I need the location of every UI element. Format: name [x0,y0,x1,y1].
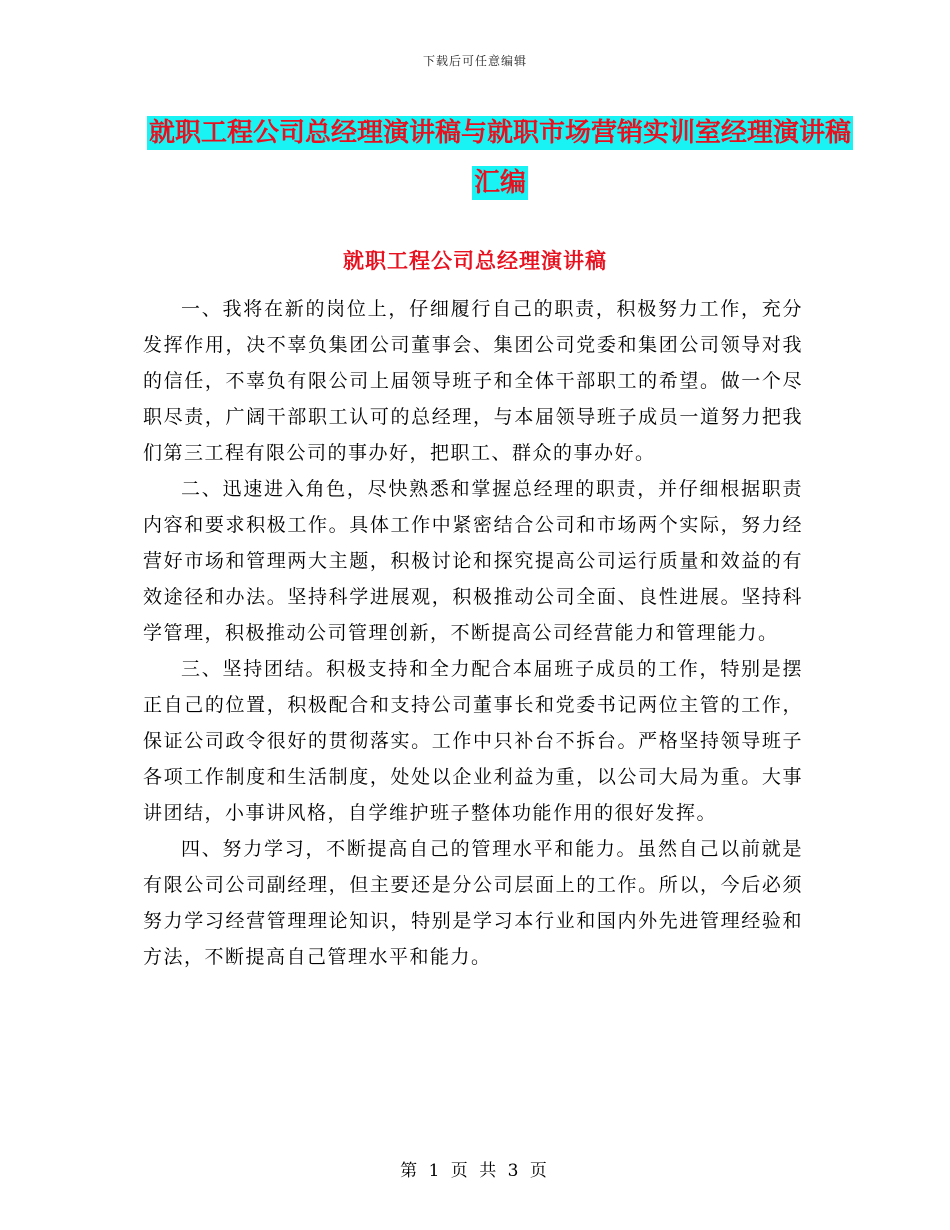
document-body [143,291,803,975]
page-number: 第 1 页 共 3 页 [400,1161,550,1181]
paragraph-3: 三、坚持团结。积极支持和全力配合本届班子成员的工作，特别是摆正自己的位置，积极配合和支持公司董事长和党委书记两位主管的工作，保证公司政令很好的贯彻落实。工作中只补台不拆台。严格坚持领导班子各项工作制度和生活制度，处处以企业利益为重，以公司大局为重。大事讲团结，小事讲风格，自学维护班子整体功能作用的很好发挥。 [143,658,803,824]
section-title: 就职工程公司总经理演讲稿 [343,248,607,273]
document-title [140,108,860,208]
document-title-text: 就职工程公司总经理演讲稿与就职市场营销实训室经理演讲稿汇编 [148,118,851,198]
paragraph-4: 四、努力学习，不断提高自己的管理水平和能力。虽然自己以前就是有限公司公司副经理，但主要还是分公司层面上的工作。所以，今后必须努力学习经营管理理论知识，特别是学习本行业和国内外先进管理经验和方法，不断提高自己管理水平和能力。 [143,838,803,968]
header-note: 下载后可任意编辑 [422,54,527,68]
paragraph-1: 一、我将在新的岗位上，仔细履行自己的职责，积极努力工作，充分发挥作用，决不辜负集团公司董事会、集团公司党委和集团公司领导对我的信任，不辜负有限公司上届领导班子和全体干部职工的希望。做一个尽职尽责，广阔干部职工认可的总经理，与本届领导班子成员一道努力把我们第三工程有限公司的事办好，把职工、群众的事办好。 [143,298,803,464]
paragraph-2: 二、迅速进入角色，尽快熟悉和掌握总经理的职责，并仔细根据职责内容和要求积极工作。具体工作中紧密结合公司和市场两个实际，努力经营好市场和管理两大主题，积极讨论和探究提高公司运行质量和效益的有效途径和办法。坚持科学进展观，积极推动公司全面、良性进展。坚持科学管理，积极推动公司管理创新，不断提高公司经营能力和管理能力。 [143,478,803,644]
